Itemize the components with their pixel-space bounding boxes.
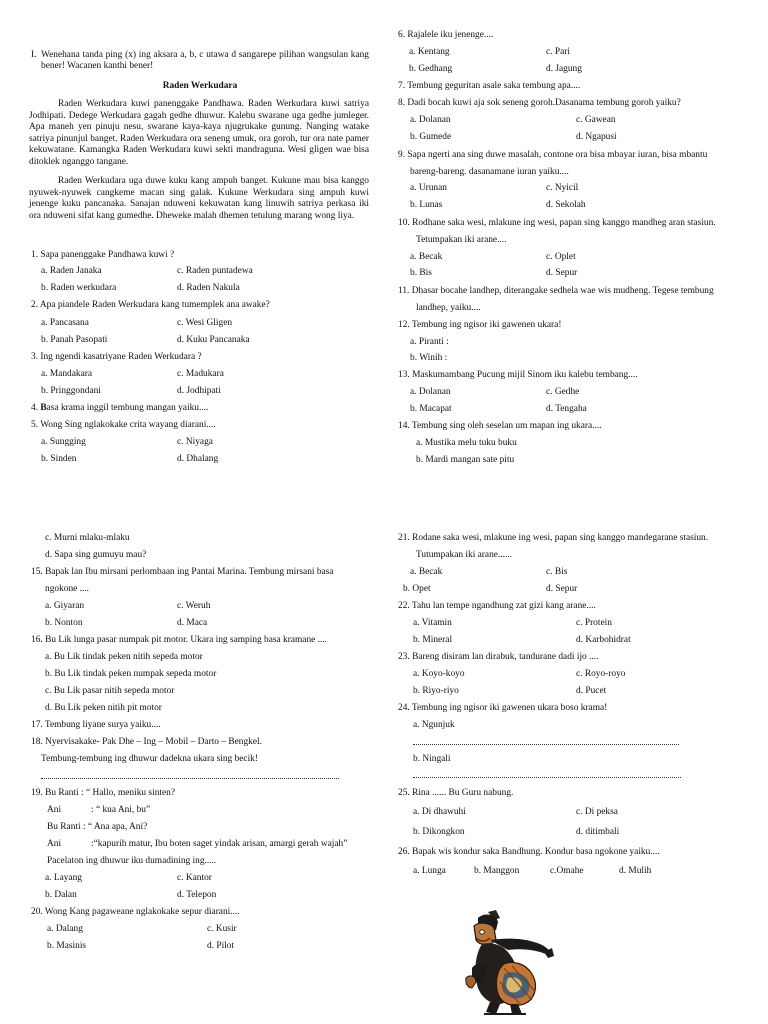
question-23: 23. Bareng disiram lan dirabuk, tandurane dadi ijo .... bbox=[398, 652, 599, 662]
question-24: 24. Tembung ing ngisor iki gawenen ukara boso krama! bbox=[398, 703, 608, 713]
q10-option-c[interactable]: c. Oplet bbox=[546, 252, 576, 262]
question-15: 15. Bapak lan Ibu mirsani perlombaan ing Pantai Marina. Tembung mirsani basa bbox=[31, 567, 334, 577]
q5-option-d[interactable]: d. Dhalang bbox=[177, 454, 219, 464]
question-7: 7. Tembung geguritan asale saka tembung apa.... bbox=[398, 81, 581, 91]
q9-option-d[interactable]: d. Sekolah bbox=[546, 200, 586, 210]
q25-option-d[interactable]: d. ditimbali bbox=[576, 827, 620, 837]
q2-option-c[interactable]: c. Wesi Gligen bbox=[177, 318, 233, 328]
q25-option-a[interactable]: a. Di dhawuhi bbox=[413, 807, 466, 817]
q21-option-c[interactable]: c. Bis bbox=[546, 567, 568, 577]
q9-option-a[interactable]: a. Urunan bbox=[410, 183, 447, 193]
reading-paragraph-2: Raden Werkudara uga duwe kuku kang ampuh banget. Kukune mau bisa kanggo nyuwek-nyuwek cangkeme macan sing galak. Kukune Werkudara sing ampuh kuwi jenenge kuku pancanaka. Sanajan nduweni kekuwatan kang linuwih satriya perkasa iki ora nduweni sifat kang gumedhe. Dheweke malah dhemen tetulung marang wong liya. bbox=[29, 176, 369, 221]
question-13: 13. Maskumambang Pucung mijil Sinom iku kalebu tembang.... bbox=[398, 370, 638, 380]
q22-option-a[interactable]: a. Vitamin bbox=[413, 618, 452, 628]
q26-option-c[interactable]: c.Omahe bbox=[550, 866, 584, 876]
question-9: 9. Sapa ngerti ana sing duwe masalah, contone ora bisa mbayar iuran, bisa mbantu bbox=[398, 150, 708, 160]
q15-option-a[interactable]: a. Giyaran bbox=[45, 601, 85, 611]
q3-option-c[interactable]: c. Madukara bbox=[177, 369, 224, 379]
q1-option-d[interactable]: d. Raden Nakula bbox=[177, 283, 240, 293]
q16-option-d[interactable]: d. Bu Lik peken nitih pit motor bbox=[45, 703, 162, 713]
q19-question: Pacelaton ing dhuwur iku dumadining ing..... bbox=[47, 856, 217, 866]
q6-option-a[interactable]: a. Kentang bbox=[409, 47, 450, 57]
q19-ranti-2: Bu Ranti : “ Ana apa, Ani? bbox=[47, 822, 148, 832]
q19-ani-2-text: :“kapurih matur, Ibu boten saget yindak arisan, amargi gerah wajah” bbox=[91, 839, 348, 849]
q12-item-a: a. Piranti : bbox=[410, 337, 449, 347]
q19-ani-2-name: Ani bbox=[47, 839, 62, 849]
q9-option-b[interactable]: b. Lunas bbox=[410, 200, 443, 210]
q21-option-a[interactable]: a. Becak bbox=[410, 567, 443, 577]
q8-option-d[interactable]: d. Ngapusi bbox=[576, 132, 617, 142]
q1-option-b[interactable]: b. Raden werkudara bbox=[41, 283, 117, 293]
reading-paragraph-1: Raden Werkudara kuwi panenggake Pandhawa. Raden Werkudara kuwi satriya Jodhipati. Dedege Werkudara gagah gedhe dhuwur. Kalebu swarane uga gedhe jumleger. Apa maneh yen pinuju nesu, swarane kaya-kaya njugrukake gunung. Nanging watake satriya pinunjul banget. Raden Werkudara ora seneng umuk, ora goroh, tur ora nate pamer kekuwatane. Kamangka Raden Werkudara kuwi sekti mandraguna. Wesi gligen wae bisa ditoklek nganggo tangane. bbox=[29, 99, 369, 167]
question-5: 5. Wong Sing nglakokake crita wayang diarani.... bbox=[31, 420, 216, 430]
q20-option-b[interactable]: b. Masinis bbox=[47, 941, 87, 951]
question-15-cont: ngokone .... bbox=[45, 584, 90, 594]
q10-option-b[interactable]: b. Bis bbox=[410, 268, 432, 278]
q22-option-c[interactable]: c. Protein bbox=[576, 618, 612, 628]
q19-option-b[interactable]: b. Dalan bbox=[45, 890, 77, 900]
q1-option-a[interactable]: a. Raden Janaka bbox=[41, 266, 102, 276]
q21-option-b[interactable]: b. Opet bbox=[403, 584, 431, 594]
instruction-number: I. bbox=[31, 50, 37, 60]
reading-title: Raden Werkudara bbox=[162, 81, 238, 91]
question-25: 25. Rina ...... Bu Guru nabung. bbox=[398, 788, 514, 798]
question-9-cont: bareng-bareng. dasanamane iuran yaiku.... bbox=[410, 167, 569, 177]
q26-option-b[interactable]: b. Manggon bbox=[474, 866, 520, 876]
q15-option-c[interactable]: c. Weruh bbox=[177, 601, 211, 611]
q24-item-b: b. Ningali bbox=[413, 754, 451, 764]
q4-first-letter: B bbox=[40, 403, 47, 413]
question-4 bbox=[31, 403, 208, 414]
question-10: 10. Rodhane saka wesi, mlakune ing wesi, papan sing kanggo mandheg aran stasiun. bbox=[398, 218, 716, 228]
q4-number: 4. bbox=[31, 403, 41, 413]
question-6: 6. Rajalele iku jenenge.... bbox=[398, 30, 494, 40]
q13-option-a[interactable]: a. Dolanan bbox=[410, 387, 451, 397]
question-17: 17. Tembung liyane surya yaiku.... bbox=[31, 720, 161, 730]
q16-option-c[interactable]: c. Bu Lik pasar nitih sepeda motor bbox=[45, 686, 175, 696]
q21-option-d[interactable]: d. Sepur bbox=[546, 584, 578, 594]
q5-option-c[interactable]: c. Niyaga bbox=[177, 437, 213, 447]
q2-option-b[interactable]: b. Panah Pasopati bbox=[41, 335, 108, 345]
q26-option-d[interactable]: d. Mulih bbox=[619, 866, 652, 876]
q20-option-a[interactable]: a. Dalang bbox=[47, 924, 83, 934]
q2-option-a[interactable]: a. Pancasana bbox=[41, 318, 89, 328]
question-20: 20. Wong Kang pagaweane nglakokake sepur diarani.... bbox=[31, 907, 240, 917]
q9-option-c[interactable]: c. Nyicil bbox=[546, 183, 579, 193]
question-8: 8. Dadi bocah kuwi aja sok seneng goroh.Dasanama tembung goroh yaiku? bbox=[398, 98, 681, 108]
q24-answer-line-b[interactable] bbox=[413, 777, 681, 778]
question-19: 19. Bu Ranti : “ Hallo, meniku sinten? bbox=[31, 788, 175, 798]
q23-option-b[interactable]: b. Riyo-riyo bbox=[413, 686, 459, 696]
q20-option-d[interactable]: d. Pilot bbox=[207, 941, 235, 951]
q23-option-c[interactable]: c. Royo-royo bbox=[576, 669, 626, 679]
q14-option-b[interactable]: b. Mardi mangan sate pitu bbox=[416, 455, 515, 465]
q14-option-a[interactable]: a. Mustika melu tuku buku bbox=[416, 438, 517, 448]
q6-option-d[interactable]: d. Jagung bbox=[546, 64, 582, 74]
q19-ani-1-name: Ani bbox=[47, 805, 62, 815]
question-2: 2. Apa piandele Raden Werkudara kang tumemplek ana awake? bbox=[31, 300, 270, 310]
q14-option-d[interactable]: d. Sapa sing gumuyu mau? bbox=[45, 550, 147, 560]
q18-answer-line[interactable] bbox=[41, 778, 339, 779]
q16-option-b[interactable]: b. Bu Lik tindak peken numpak sepeda motor bbox=[45, 669, 217, 679]
q20-option-c[interactable]: c. Kusir bbox=[207, 924, 237, 934]
q3-option-b[interactable]: b. Pringgondani bbox=[41, 386, 101, 396]
q1-option-c[interactable]: c. Raden puntadewa bbox=[177, 266, 253, 276]
question-1: 1. Sapa panenggake Pandhawa kuwi ? bbox=[31, 250, 175, 260]
q3-option-d[interactable]: d. Jodhipati bbox=[177, 386, 221, 396]
q26-option-a[interactable]: a. Lunga bbox=[413, 866, 446, 876]
question-12: 12. Tembung ing ngisor iki gawenen ukara! bbox=[398, 320, 562, 330]
q25-option-c[interactable]: c. Di peksa bbox=[576, 807, 618, 817]
question-11-cont: landhep, yaiku.... bbox=[416, 303, 481, 313]
question-11: 11. Dhasar bocahe landhep, diterangake sedhela wae wis mudheng. Tegese tembung bbox=[398, 286, 714, 296]
q22-option-b[interactable]: b. Mineral bbox=[413, 635, 453, 645]
q5-option-b[interactable]: b. Sinden bbox=[41, 454, 77, 464]
q14-option-c[interactable]: c. Murni mlaku-mlaku bbox=[45, 533, 130, 543]
q19-ani-1-text: : “ kua Ani, bu” bbox=[91, 805, 151, 815]
q23-option-a[interactable]: a. Koyo-koyo bbox=[413, 669, 465, 679]
q24-answer-line-a[interactable] bbox=[413, 744, 679, 745]
q2-option-d[interactable]: d. Kuku Pancanaka bbox=[177, 335, 250, 345]
wayang-werkudara-illustration bbox=[460, 908, 556, 1016]
q6-option-c[interactable]: c. Pari bbox=[546, 47, 570, 57]
q13-option-d[interactable]: d. Tengaha bbox=[546, 404, 587, 414]
q15-option-b[interactable]: b. Nonton bbox=[45, 618, 83, 628]
q22-option-d[interactable]: d. Karbohidrat bbox=[576, 635, 631, 645]
q13-option-b[interactable]: b. Macapat bbox=[410, 404, 452, 414]
q25-option-b[interactable]: b. Dikongkon bbox=[413, 827, 465, 837]
q5-option-a[interactable]: a. Sungging bbox=[41, 437, 86, 447]
question-10-cont: Tetumpakan iki arane.... bbox=[416, 235, 507, 245]
q23-option-d[interactable]: d. Pucet bbox=[576, 686, 607, 696]
question-18-cont: Tembung-tembung ing dhuwur dadekna ukara sing becik! bbox=[41, 754, 258, 764]
question-14: 14. Tembung sing oleh seselan um mapan ing ukara.... bbox=[398, 421, 602, 431]
q12-item-b: b. Winih : bbox=[410, 353, 448, 363]
q16-option-a[interactable]: a. Bu Lik tindak peken nitih sepeda motor bbox=[45, 652, 203, 662]
question-16: 16. Bu Lik lunga pasar numpak pit motor. Ukara ing samping basa kramane .... bbox=[31, 635, 328, 645]
q8-option-a[interactable]: a. Dolanan bbox=[410, 115, 451, 125]
question-3: 3. Ing ngendi kasatriyane Raden Werkudara ? bbox=[31, 352, 202, 362]
instruction-text: Wenehana tanda ping (x) ing aksara a, b, c utawa d sangarepe pilihan wangsulan kang bener! Wacanen kanthi bener! bbox=[41, 50, 369, 72]
q19-option-c[interactable]: c. Kantor bbox=[177, 873, 212, 883]
question-18: 18. Nyervisakake- Pak Dhe – Ing – Mobil – Darto – Bengkel. bbox=[31, 737, 262, 747]
question-26: 26. Bapak wis kondur saka Bandhung. Kondur basa ngokone yaiku.... bbox=[398, 847, 660, 857]
q19-option-a[interactable]: a. Layang bbox=[45, 873, 82, 883]
q10-option-a[interactable]: a. Becak bbox=[410, 252, 443, 262]
question-21-cont: Tutumpakan iki arane...... bbox=[416, 550, 512, 560]
q8-option-b[interactable]: b. Gumede bbox=[410, 132, 452, 142]
q10-option-d[interactable]: d. Sepur bbox=[546, 268, 578, 278]
q19-option-d[interactable]: d. Telepon bbox=[177, 890, 217, 900]
question-22: 22. Tahu lan tempe ngandhung zat gizi kang arane.... bbox=[398, 601, 596, 611]
q4-text: asa krama inggil tembung mangan yaiku.... bbox=[46, 403, 209, 413]
q8-option-c[interactable]: c. Gawean bbox=[576, 115, 616, 125]
q15-option-d[interactable]: d. Maca bbox=[177, 618, 208, 628]
q6-option-b[interactable]: b. Gedhang bbox=[409, 64, 453, 74]
q13-option-c[interactable]: c. Gedhe bbox=[546, 387, 580, 397]
q3-option-a[interactable]: a. Mandakara bbox=[41, 369, 93, 379]
q24-item-a: a. Ngunjuk bbox=[413, 720, 455, 730]
question-21: 21. Rodane saka wesi, mlakune ing wesi, papan sing kanggo mandegarane stasiun. bbox=[398, 533, 709, 543]
